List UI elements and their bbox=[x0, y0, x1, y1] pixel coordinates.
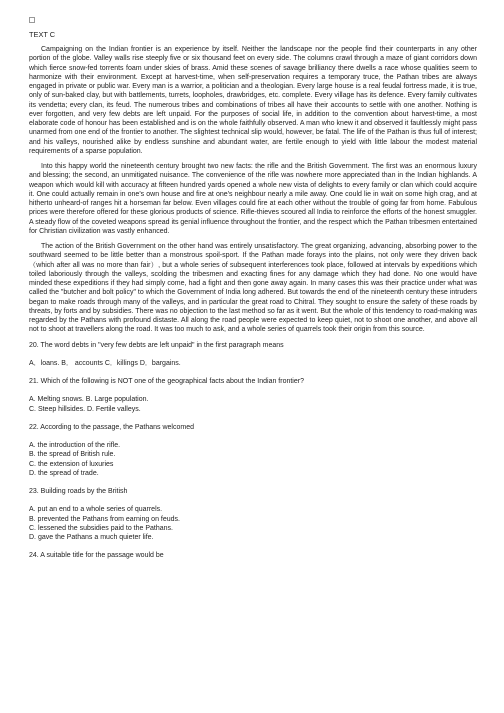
option-c: C. the extension of luxuries bbox=[29, 460, 114, 468]
option-line: C. Steep hillsides. D. Fertile valleys. bbox=[29, 405, 141, 413]
document-body bbox=[29, 45, 477, 570]
option-c: C. lessened the subsidies paid to the Pathans. bbox=[29, 524, 173, 532]
option-a: A. the introduction of the rifle. bbox=[29, 442, 121, 449]
option-line: A. Melting snows. B. Large population. bbox=[29, 396, 149, 404]
option-b: B. prevented the Pathans from earning on feuds. bbox=[29, 515, 180, 523]
question-20-stem: 20. The word debts in "very few debts are left unpaid" in the first paragraph means bbox=[29, 341, 284, 349]
paragraph-1: Campaigning on the Indian frontier is an experience by itself. Neither the landscape nor the people find their counterparts in any other portion of the globe. Valley walls rise steeply five or six thousand feet on every side. The columns crawl through a maze of giant corridors down which fierce snow-fed torrents foam under skies of brass. Amid these scenes of savage brilliancy there dwells a race whose qualities seem to harmonize with their environment. Except at harvest-time, when self-preservation requires a temporary truce, the Pathan tribes are always engaged in private or public war. Every man is a warrior, a politician and a theologian. Every large house is a real feudal fortress made, it is true, only of sun-baked clay, but with battlements, turrets, loopholes, drawbridges, etc. complete. Every village has its defence. Every family cultivates its vendetta; every clan, its feud. The numerous tribes and combinations of tribes all have their accounts to settle with one another. Nothing is ever forgotten, and very few debts are left unpaid. For the purposes of social life, in addition to the convention about harvest-time, a most elaborate code of honour has been established and is on the whole faithfully observed. A man who knew it and observed it faultlessly might pass unarmed from one end of the frontier to another. The slightest technical slip would, however, be fatal. The life of the Pathan is thus full of interest; and his valleys, nourished alike by endless sunshine and abundant water, are fertile enough to yield with little labour the modest material requirements of a sparse population. bbox=[29, 46, 477, 155]
checkbox-marker-icon bbox=[29, 17, 35, 23]
option-line: A．loans. B． accounts C．killings D．bargains. bbox=[29, 359, 181, 367]
question-22-stem: 22. According to the passage, the Pathans welcomed bbox=[29, 423, 194, 431]
question-23-options bbox=[29, 505, 477, 542]
paragraph-2: Into this happy world the nineteenth century brought two new facts: the rifle and the British Government. The first was an enormous luxury and blessing; the second, an unmitigated nuisance. The convenience of the rifle was nowhere more appreciated than in the Indian highlands. A weapon which would kill with accuracy at fifteen hundred yards opened a whole new vista of delights to every family or clan which could acquire it. One could actually remain in one's own house and fire at one's neighbour nearly a mile away. One could lie in wait on some high crag, and at hitherto unheard-of ranges hit a horseman far below. Even villages could fire at each other without the trouble of going far from home. Fabulous prices were therefore offered for these glorious products of science. Rifle-thieves scoured all India to reinforce the efforts of the honest smuggler. A steady flow of the coveted weapons spread its genial influence throughout the frontier, and the respect which the Pathan tribesmen entertained for Christian civilization was vastly enhanced. bbox=[29, 163, 477, 235]
option-a: A. put an end to a whole series of quarrels. bbox=[29, 506, 163, 514]
question-23-stem: 23. Building roads by the British bbox=[29, 488, 128, 495]
question-20-options bbox=[29, 359, 477, 368]
question-21-options bbox=[29, 395, 477, 414]
question-24-stem: 24. A suitable title for the passage would be bbox=[29, 552, 164, 560]
question-22-options bbox=[29, 441, 477, 478]
paragraph-3: The action of the British Government on the other hand was entirely unsatisfactory. The great organizing, advancing, absorbing power to the southward seemed to be little better than a monstrous spoil-sport. If the Pathan made forays into the plains, not only were they driven back （which after all was no more than fair）, but a whole series of subsequent interferences took place, followed at intervals by expeditions which toiled laboriously through the valleys, scolding the tribesmen and exacting fines for any damage which they had done. No one would have minded these expeditions if they had simply come, had a fight and then gone away again. In many cases this was their practice under what was called the "butcher and bolt policy" to which the Government of India long adhered. But towards the end of the nineteenth century these intruders began to make roads through many of the valleys, and in particular the great road to Chitral. They sought to ensure the safety of these roads by threats, by forts and by subsidies. There was no objection to the last method so far as it went. But the whole of this tendency to road-making was regarded by the Pathans with profound distaste. All along the road people were expected to keep quiet, not to shoot one another, and above all not to shoot at travellers along the road. It was too much to ask, and a whole series of quarrels took their origin from this source. bbox=[29, 243, 477, 334]
option-b: B. the spread of British rule. bbox=[29, 451, 116, 459]
option-d: D. the spread of trade. bbox=[29, 469, 99, 477]
section-title: TEXT C bbox=[29, 30, 56, 39]
option-d: D. gave the Pathans a much quieter life. bbox=[29, 534, 154, 541]
question-21-stem: 21. Which of the following is NOT one of the geographical facts about the Indian frontier? bbox=[29, 378, 304, 385]
